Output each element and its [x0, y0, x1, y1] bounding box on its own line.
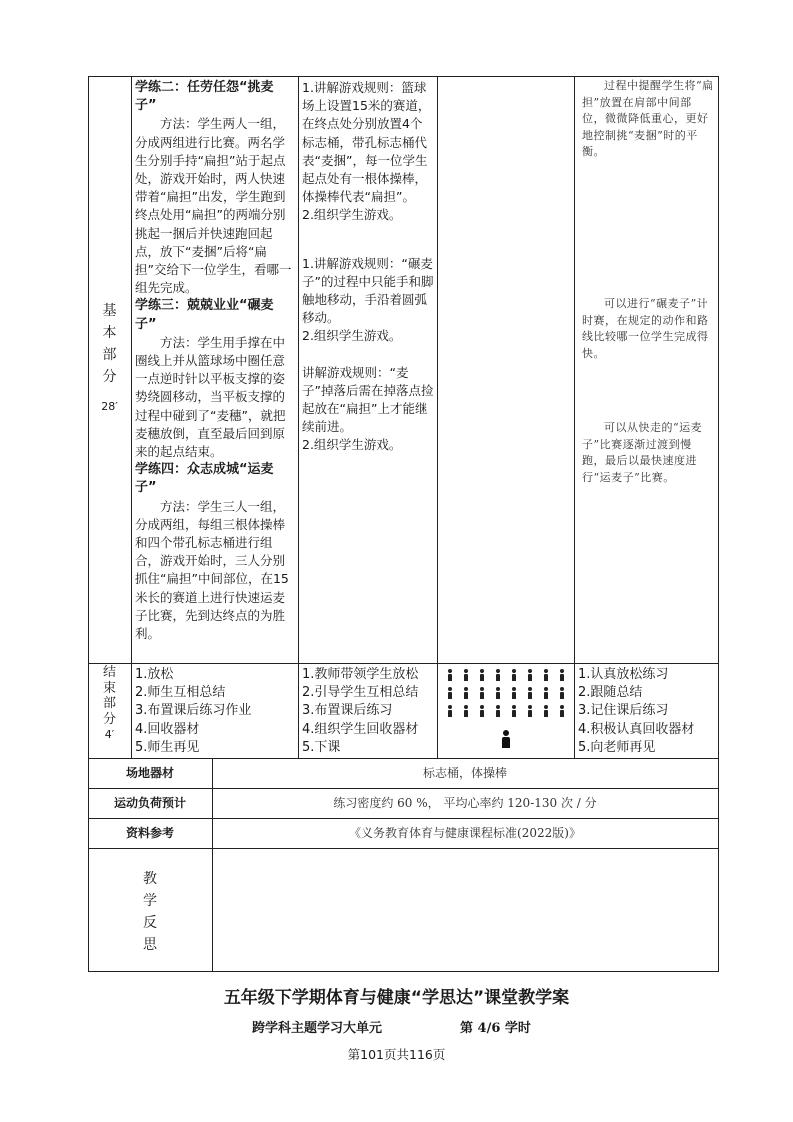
end-student-item: 5.向老师再见 [578, 739, 656, 755]
teacher-block2-organize: 2.组织学生游戏。 [302, 328, 402, 344]
student-figure-icon [495, 669, 501, 681]
student-figure-icon [479, 687, 485, 699]
end-section-label: 结 束 部 分 4′ [88, 665, 131, 743]
student-figure-icon [559, 705, 565, 717]
end-content-item: 4.回收器材 [135, 721, 200, 737]
col-divider-2 [298, 76, 299, 758]
student-figure-icon [543, 705, 549, 717]
student-figure-icon [511, 687, 517, 699]
student-figure-icon [447, 705, 453, 717]
table-bottom-border [88, 971, 719, 972]
reflection-label: 教 学 反 思 [143, 871, 157, 953]
student-figure-icon [543, 687, 549, 699]
end-content-item: 2.师生互相总结 [135, 685, 226, 701]
load-label: 运动负荷预计 [113, 796, 186, 810]
end-teacher-item: 3.布置课后练习 [302, 703, 393, 719]
equipment-label: 场地器材 [125, 766, 174, 780]
game4-method: 方法：学生三人一组，分成两组，每组三根体操棒和四个带孔标志桶进行组合，游戏开始时，三人分别抓住“扁担”中间部位，在15米长的赛道上进行快速运麦子比赛，先到达终点的为胜利。 [135, 498, 289, 642]
teacher-block2-rule: 1.讲解游戏规则：“碾麦子”的过程中只能手和脚触地移动，手沿着圆弧移动。 [302, 255, 434, 326]
col-divider-1 [131, 76, 132, 758]
basic-note2: 可以进行“碾麦子”计时赛，在规定的动作和路线比较哪一位学生完成得快。 [582, 297, 709, 360]
col-divider-4 [574, 76, 575, 758]
row-divider-basic-end [88, 663, 719, 664]
basic-section-time: 28′ [101, 400, 118, 413]
student-figure-icon [463, 669, 469, 681]
student-figure-icon [447, 687, 453, 699]
student-figure-icon [559, 669, 565, 681]
end-teacher-item: 2.引导学生互相总结 [302, 685, 419, 701]
student-figure-icon [479, 669, 485, 681]
end-teacher-item: 4.组织学生回收器材 [302, 721, 419, 737]
student-figure-icon [527, 687, 533, 699]
teacher-figure-icon [501, 730, 511, 748]
student-figure-icon [511, 669, 517, 681]
game2-title: 学练二：任劳任怨“挑麦子” [135, 80, 274, 114]
end-teacher-cell [302, 666, 436, 757]
teacher-block1-rule: 1.讲解游戏规则：篮球场上设置15米的赛道，在终点处分别放置4个标志桶，带孔标志桶代表“麦捆”，每一位学生起点处有一根体操棒，体操棒代表“扁担”。 [302, 80, 431, 205]
basic-section-label: 基 本 部 分 28′ [88, 300, 131, 418]
student-figure-icon [527, 705, 533, 717]
page-number: 第101页共116页 [347, 1047, 446, 1062]
table-right-border [718, 76, 719, 971]
equipment-value: 标志桶，体操棒 [422, 766, 507, 780]
basic-note1: 过程中提醒学生将“扁担”放置在肩部中间部位，微微降低重心，更好地控制挑“麦捆”时的平衡。 [582, 79, 714, 158]
student-figure-icon [463, 687, 469, 699]
student-figure-icon [527, 669, 533, 681]
page-title: 五年级下学期体育与健康“学思达”课堂教学案 [223, 988, 570, 1008]
student-figure-icon [447, 669, 453, 681]
end-student-item: 2.跟随总结 [578, 685, 643, 701]
student-figure-icon [511, 705, 517, 717]
end-section-time: 4′ [104, 728, 115, 741]
end-content-item: 3.布置课后练习作业 [135, 703, 252, 719]
col-divider-3 [437, 76, 438, 758]
game2-method: 方法：学生两人一组，分成两组进行比赛。两名学生分别手持“扁担”站于起点处，游戏开始时，两人快速带着“扁担”出发，学生跑到终点处用“扁担”的两端分别挑起一捆后并快速跑回起点，放下“麦捆”后将“扁担”交给下一位学生，看哪一组先完成。 [135, 116, 292, 296]
student-figure-icon [543, 669, 549, 681]
reference-value: 《义务教育体育与健康课程标准(2022版)》 [349, 826, 581, 840]
end-teacher-item: 1.教师带领学生放松 [302, 667, 419, 682]
teacher-block3-rule: 讲解游戏规则：“麦子”掉落后需在掉落点捡起放在“扁担”上才能继续前进。 [302, 364, 434, 435]
end-student-item: 1.认真放松练习 [578, 667, 669, 682]
basic-note3: 可以从快走的“运麦子”比赛逐渐过渡到慢跑，最后以最快速度进行“运麦子”比赛。 [582, 421, 703, 484]
student-figure-icon [463, 705, 469, 717]
end-content-item: 1.放松 [135, 667, 174, 682]
basic-teacher-cell [302, 79, 434, 455]
end-student-item: 4.积极认真回收器材 [578, 721, 695, 737]
student-figure-icon [479, 705, 485, 717]
basic-content-cell [135, 79, 295, 643]
subtitle-left: 跨学科主题学习大单元 [252, 1021, 383, 1036]
student-figure-icon [495, 705, 501, 717]
end-content-cell [135, 666, 297, 757]
load-value: 练习密度约 60 %， 平均心率约 120-130 次 / 分 [333, 796, 597, 810]
reflection-content-area [212, 848, 718, 971]
table-top-border [88, 76, 719, 77]
game3-method: 方法：学生用手撑在中圈线上并从篮球场中圈任意一点逆时针以平板支撑的姿势绕圆移动，当平板支撑的过程中碰到了“麦穗”，就把麦穗放倒，直至最后回到原来的起点结束。 [135, 334, 286, 460]
subtitle-right: 第 4/6 学时 [460, 1021, 531, 1036]
end-student-cell [578, 666, 716, 757]
end-student-item: 3.记住课后练习 [578, 703, 669, 719]
game4-title: 学练四：众志成城“运麦子” [135, 462, 274, 496]
formation-diagram [437, 663, 574, 758]
teacher-block3-organize: 2.组织学生游戏。 [302, 437, 402, 453]
end-content-item: 5.师生再见 [135, 739, 200, 755]
end-teacher-item: 5.下课 [302, 739, 341, 755]
game3-title: 学练三：兢兢业业“碾麦子” [135, 298, 274, 332]
student-figure-icon [495, 687, 501, 699]
student-figure-icon [559, 687, 565, 699]
reference-label: 资料参考 [125, 826, 174, 840]
teacher-block1-organize: 2.组织学生游戏。 [302, 207, 402, 223]
